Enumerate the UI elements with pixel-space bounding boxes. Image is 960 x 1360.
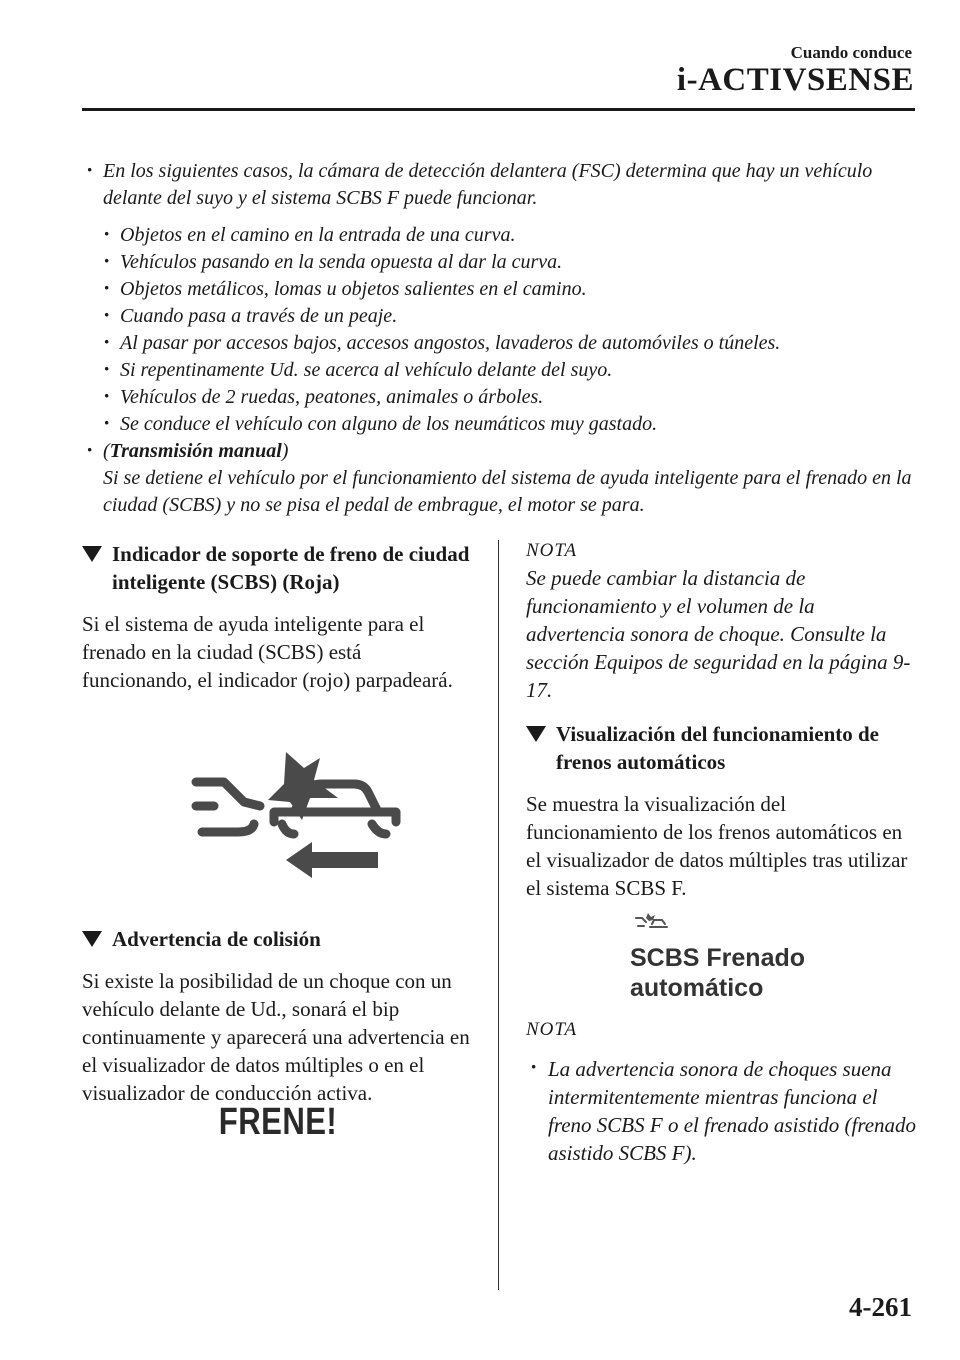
column-divider <box>498 540 499 1290</box>
nota-label: NOTA <box>526 1019 578 1040</box>
header-section: Cuando conduce <box>790 43 912 62</box>
display-label-line1: SCBS Frenado <box>630 944 806 972</box>
case-item: · Cuando pasa a través de un peaje. <box>99 303 912 330</box>
header-rule <box>82 108 915 111</box>
small-indicator <box>526 912 776 939</box>
intro-bullet-2 <box>82 438 912 519</box>
nota-label: NOTA <box>526 540 578 561</box>
header-title: i-ACTIVSENSE <box>676 62 914 98</box>
triangle-icon <box>82 546 102 562</box>
triangle-icon <box>82 931 102 947</box>
display-label-line2: automático <box>630 974 764 1002</box>
transmission-title: Transmisión manual <box>109 440 282 462</box>
paren-close: ) <box>281 440 289 462</box>
page-number: 4-261 <box>849 1292 912 1322</box>
case-item: · Objetos metálicos, lomas u objetos salientes en el camino. <box>99 276 912 303</box>
case-item: · Vehículos pasando en la senda opuesta al dar la curva. <box>99 249 912 276</box>
display-heading <box>526 720 918 776</box>
case-item: · Al pasar por accesos bajos, accesos angostos, lavaderos de automóviles o túneles. <box>99 330 912 357</box>
case-item: · Se conduce el vehículo con alguno de los neumáticos muy gastado. <box>99 411 912 438</box>
scbs-small-indicator-icon <box>634 912 668 934</box>
cases-list <box>99 222 912 438</box>
transmission-body: Si se detiene el vehículo por el funcionamiento del sistema de ayuda inteligente para el frenado en la ciudad (SCBS) y no se pisa el pedal de embrague, el motor se para. <box>103 467 912 516</box>
intro-bullet-1: · En los siguientes casos, la cámara de detección delantera (FSC) determina que hay un vehículo delante del suyo y el sistema SCBS F puede funcionar. <box>82 158 912 212</box>
case-item: · Vehículos de 2 ruedas, peatones, animales o árboles. <box>99 384 912 411</box>
nota-body: Se puede cambiar la distancia de funcionamiento y el volumen de la advertencia sonora de choque. Consulte la sección Equipos de seguridad en la página 9-17. <box>526 566 911 702</box>
warning-heading-text: Advertencia de colisión <box>112 927 321 951</box>
display-body: Se muestra la visualización del funcionamiento de los frenos automáticos en el visualizador de datos múltiples tras utilizar el sistema SCBS F. <box>526 792 908 900</box>
display-label <box>630 943 918 1003</box>
nota2-bullet: · La advertencia sonora de choques suena intermitentemente mientras funciona el freno SCBS F o el frenado asistido (frenado asistido SCBS F). <box>526 1055 918 1167</box>
scbs-collision-indicator-icon <box>182 740 402 880</box>
indicator-heading <box>82 540 474 596</box>
intro-block <box>82 158 912 519</box>
case-item: · Si repentinamente Ud. se acerca al vehículo delante del suyo. <box>99 357 912 384</box>
paren-open: ( <box>103 440 110 462</box>
frene-warning-label: FRENE! <box>218 1101 338 1143</box>
scbs-indicator-figure <box>182 740 474 885</box>
indicator-heading-text: Indicador de soporte de freno de ciudad inteligente (SCBS) (Roja) <box>112 542 470 594</box>
display-heading-text: Visualización del funcionamiento de frenos automáticos <box>556 722 879 774</box>
indicator-body: Si el sistema de ayuda inteligente para el frenado en la ciudad (SCBS) está funcionando, el indicador (rojo) parpadeará. <box>82 612 453 692</box>
left-column <box>82 540 474 1144</box>
triangle-icon <box>526 726 546 742</box>
case-item: · Objetos en el camino en la entrada de una curva. <box>99 222 912 249</box>
warning-body: Si existe la posibilidad de un choque con un vehículo delante de Ud., sonará el bip continuamente y aparecerá una advertencia en el visualizador de datos múltiples o en el visualizador de conducción activa. <box>82 969 470 1105</box>
right-column <box>526 540 918 1167</box>
warning-heading <box>82 925 474 953</box>
